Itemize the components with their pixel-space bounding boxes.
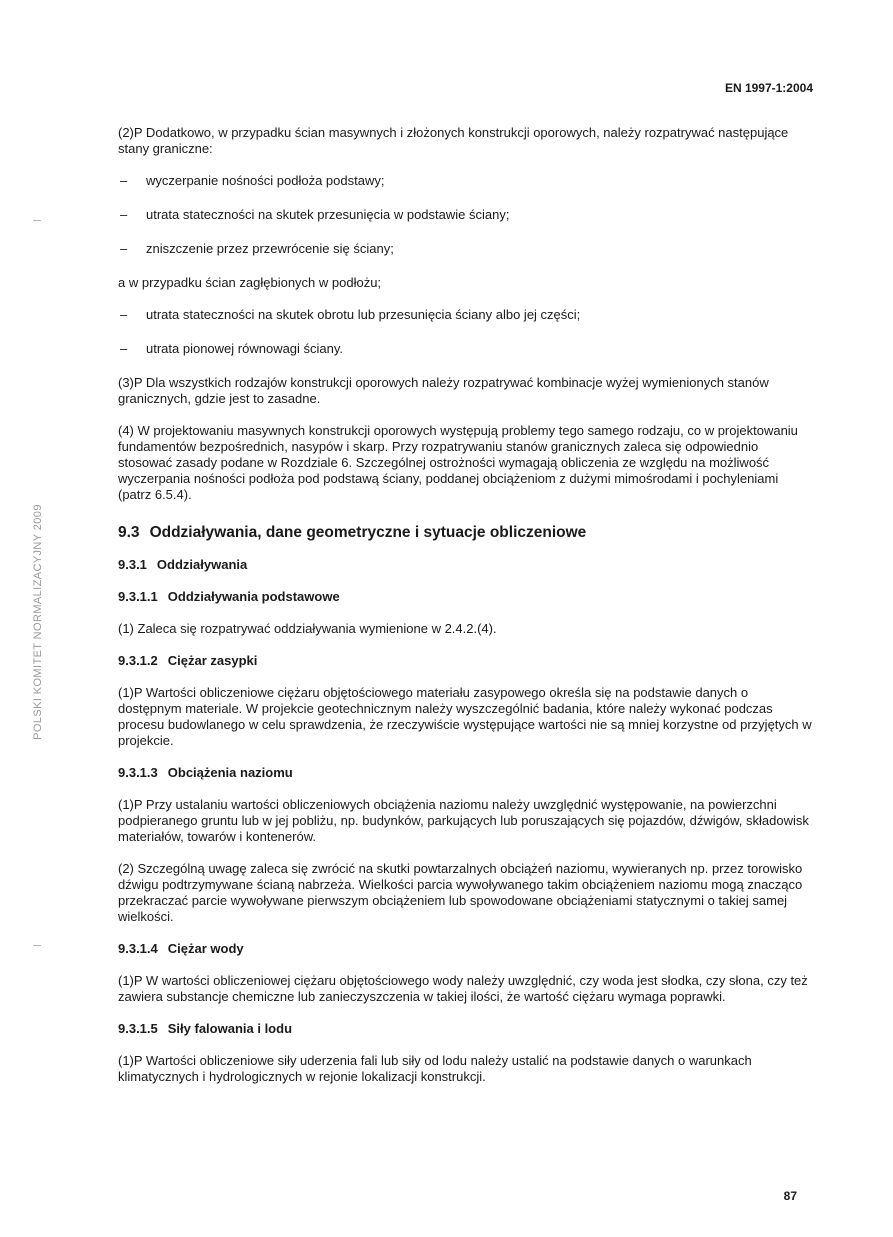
- dash-bullet: –: [120, 241, 128, 256]
- dash-bullet: –: [120, 307, 128, 322]
- subsection-heading: 9.3.1.2 Ciężar zasypki: [118, 653, 258, 668]
- subsection-heading: 9.3.1.1 Oddziaływania podstawowe: [118, 589, 340, 604]
- paragraph-2p: (2)P Dodatkowo, w przypadku ścian masywnych i złożonych konstrukcji oporowych, należy rozpatrywać następujące stany graniczne:: [118, 125, 789, 156]
- dash-bullet: –: [120, 207, 128, 222]
- margin-mark: [33, 945, 41, 946]
- dash-bullet: –: [120, 173, 128, 188]
- page-number: 87: [783, 1189, 797, 1203]
- paragraph: (1)P Wartości obliczeniowe ciężaru objętościowego materiału zasypowego określa się na podstawie danych o dostępnym materiale. W projekcie geotechnicznym należy wyszczególnić badania, które należy wykonać podczas procesu budowlanego w celu sprawdzenia, że rzeczywiście występujące wartości nie są mniej korzystne od przyjętych w projekcie.: [118, 685, 812, 748]
- document-code: EN 1997-1:2004: [724, 81, 813, 95]
- subsection-heading: 9.3.1.3 Obciążenia naziomu: [118, 765, 293, 780]
- dash-bullet: –: [120, 341, 128, 356]
- list-item: – utrata pionowej równowagi ściany.: [120, 341, 344, 356]
- paragraph: (2) Szczególną uwagę zaleca się zwrócić na skutki powtarzalnych obciążeń naziomu, wywieranych np. przez torowisko dźwigu podtrzymywane ścianą nabrzeża. Wielkości parcia wywoływanego takim obciążeniem naziomu mogą znacząco przekraczać parcie wywoływane pierwszym obciążeniem lub spowodowane obciążeniami statycznymi o takiej samej wielkości.: [118, 861, 803, 924]
- paragraph: (1)P W wartości obliczeniowej ciężaru objętościowego wody należy uwzględnić, czy woda jest słodka, czy słona, czy też zawiera substancje chemiczne lub zanieczyszczenia w takiej ilości, że wartość ciężaru wymaga poprawki.: [118, 973, 808, 1004]
- subsection-heading: 9.3.1.4 Ciężar wody: [118, 941, 244, 956]
- paragraph: (1) Zaleca się rozpatrywać oddziaływania wymienione w 2.4.2.(4).: [118, 621, 497, 636]
- paragraph-4: (4) W projektowaniu masywnych konstrukcji oporowych występują problemy tego samego rodzaju, co w projektowaniu fundamentów bezpośrednich, nasypów i skarp. Przy rozpatrywaniu stanów granicznych zaleca się odpowiednio stosować zasady podane w Rozdziale 6. Szczególnej ostrożności wymagają obliczenia ze względu na możliwość wyczerpania nośności podłoża pod podstawą ściany, poddanej obciążeniom z dużymi mimośrodami i pochyleniami (patrz 6.5.4).: [118, 423, 798, 502]
- list-item: – utrata stateczności na skutek obrotu lub przesunięcia ściany albo jej części;: [120, 307, 581, 322]
- watermark: [28, 485, 48, 760]
- subsection-heading: 9.3.1 Oddziaływania: [118, 557, 248, 572]
- paragraph: (1)P Przy ustalaniu wartości obliczeniowych obciążenia naziomu należy uwzględnić występowanie, na powierzchni podpieranego gruntu lub w jej pobliżu, np. budynków, parkujących lub poruszających się pojazdów, dźwigów, składowisk materiałów, towarów i kontenerów.: [118, 797, 809, 844]
- document-body: [118, 125, 813, 1101]
- paragraph: (1)P Wartości obliczeniowe siły uderzenia fali lub siły od lodu należy ustalić na podstawie danych o warunkach klimatycznych i hydrologicznych w rejonie lokalizacji konstrukcji.: [118, 1053, 752, 1084]
- paragraph-3p: (3)P Dla wszystkich rodzajów konstrukcji oporowych należy rozpatrywać kombinacje wyżej wymienionych stanów granicznych, gdzie jest to zasadne.: [118, 375, 769, 406]
- list-item: – utrata stateczności na skutek przesunięcia w podstawie ściany;: [120, 207, 510, 222]
- watermark-text: POLSKI KOMITET NORMALIZACYJNY 2009: [32, 504, 44, 740]
- subsection-heading: 9.3.1.5 Siły falowania i lodu: [118, 1021, 293, 1036]
- margin-mark: [33, 220, 41, 221]
- list-item: – wyczerpanie nośności podłoża podstawy;: [120, 173, 385, 188]
- list-item: – zniszczenie przez przewrócenie się ściany;: [120, 241, 394, 256]
- list-connector: a w przypadku ścian zagłębionych w podłożu;: [118, 275, 382, 290]
- section-heading: 9.3 Oddziaływania, dane geometryczne i sytuacje obliczeniowe: [118, 524, 587, 541]
